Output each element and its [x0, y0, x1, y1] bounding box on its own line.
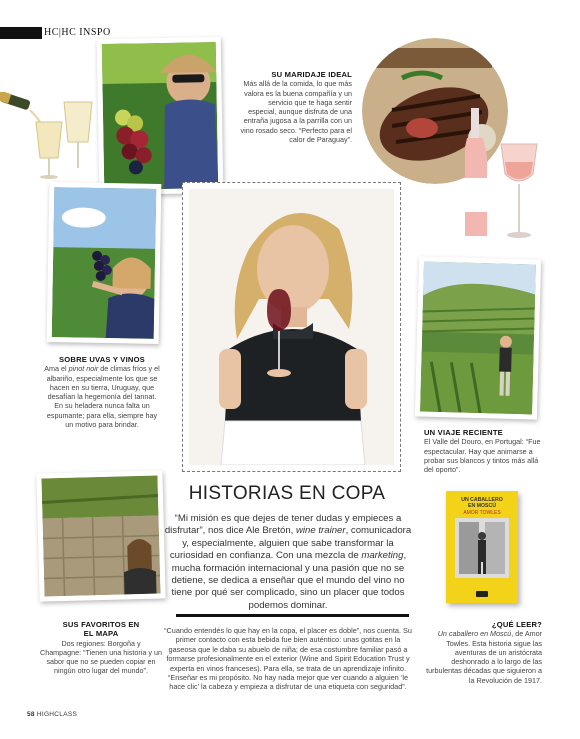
section-label: HC|HC INSPO	[44, 27, 111, 38]
maridaje-heading: SU MARIDAJE IDEAL	[271, 70, 352, 79]
favoritos-text: Dos regiones: Borgoña y Champagne: “Tienen una historia y un sabor que no se pueden copiar en ningún otro lugar del mundo”.	[40, 638, 162, 676]
article-body: “Cuando entendés lo que hay en la copa, el placer es doble”, nos cuenta. Su primer contacto con esta bebida fue bien auténtico: unas gotitas en la gaseosa que le daba su abuelo de niña; de esa costumbre familiar pasó a formarse profesionalmente en el exterior (Wine and Spirit Education Trust y experta en vinos franceses). Para ella, se trata de un aprendizaje infinito. “Enseñar es mi propósito. No hay nada mejor que ver cuando a alguien ‘le hace clic’ la cabeza y empieza a disfrutar de una etiqueta con seguridad”.	[164, 626, 412, 692]
article-lead: “Mi misión es que dejes de tener dudas y empieces a disfrutar”, nos dice Ale Bretón, wine trainer, comunicadora y, especialmente, alguien que sabe transformar la curiosidad en confianza. Con una mezcla de marketing, mucha formación internacional y una pasión que no se detiene, se dedica a enseñar que el mundo del vino no tiene por qué ser complicado, sino un placer que todos podemos dominar.	[164, 513, 412, 611]
uvas-caption	[44, 355, 160, 429]
leer-heading: ¿QUÉ LEER?	[491, 620, 542, 629]
book-title: UN CABALLERO EN MOSCÚ	[461, 497, 503, 510]
uvas-text: Ama el pinot noir de climas fríos y el albariño, especialmente los que se hacen en su tierra, Uruguay, que desafían la hegemonía del tannat. En su heladera nunca falta un espumante; para ella, siempre hay un motivo para brindar.	[44, 364, 160, 430]
viaje-text: El Valle del Douro, en Portugal: “Fue espectacular. Hay que animarse a probar sus blancos y tintos más allá del oporto”.	[424, 437, 541, 475]
grape-tasting-photo	[47, 182, 162, 344]
vineyard-wall-photo	[36, 470, 165, 601]
leer-caption	[424, 620, 542, 685]
page-footer	[27, 711, 77, 718]
magazine-name: HIGHCLASS	[36, 711, 78, 718]
book-cover-image	[455, 518, 509, 578]
book-cover	[446, 491, 518, 603]
favoritos-caption	[40, 620, 162, 676]
article-headline: HISTORIAS EN COPA	[188, 483, 386, 504]
viaje-caption	[424, 428, 542, 474]
wine-pour-photo	[0, 92, 106, 184]
section-bar	[0, 27, 42, 39]
vineyard-woman-photo	[97, 37, 224, 195]
favoritos-heading-2: EL MAPA	[83, 629, 119, 639]
favoritos-heading-1: SUS FAVORITOS EN	[62, 620, 140, 629]
uvas-heading: SOBRE UVAS Y VINOS	[59, 355, 145, 364]
viaje-heading: UN VIAJE RECIENTE	[424, 428, 503, 437]
book-publisher-logo	[476, 591, 488, 597]
main-portrait-photo	[182, 182, 401, 472]
douro-valley-photo	[415, 256, 541, 419]
article-divider	[176, 614, 409, 617]
leer-text: Un caballero en Moscú, de Amor Towles. Esta historia sigue las aventuras de un aristócrata deshonrado a lo largo de las turbulentas décadas que siguieron a la Revolución de 1917.	[426, 629, 542, 685]
maridaje-text: Más allá de la comida, lo que más valora es la buena compañía y un servicio que te haga sentir especial, aunque disfruta de una entraña jugosa a la parrilla con un vino rosado seco. “Perfecto para el calor de Paraguay”.	[240, 79, 352, 145]
maridaje-caption	[240, 70, 352, 144]
book-author: AMOR TOWLES	[463, 510, 501, 516]
page-number: 58	[27, 711, 35, 718]
rose-wine-photo	[465, 108, 543, 244]
